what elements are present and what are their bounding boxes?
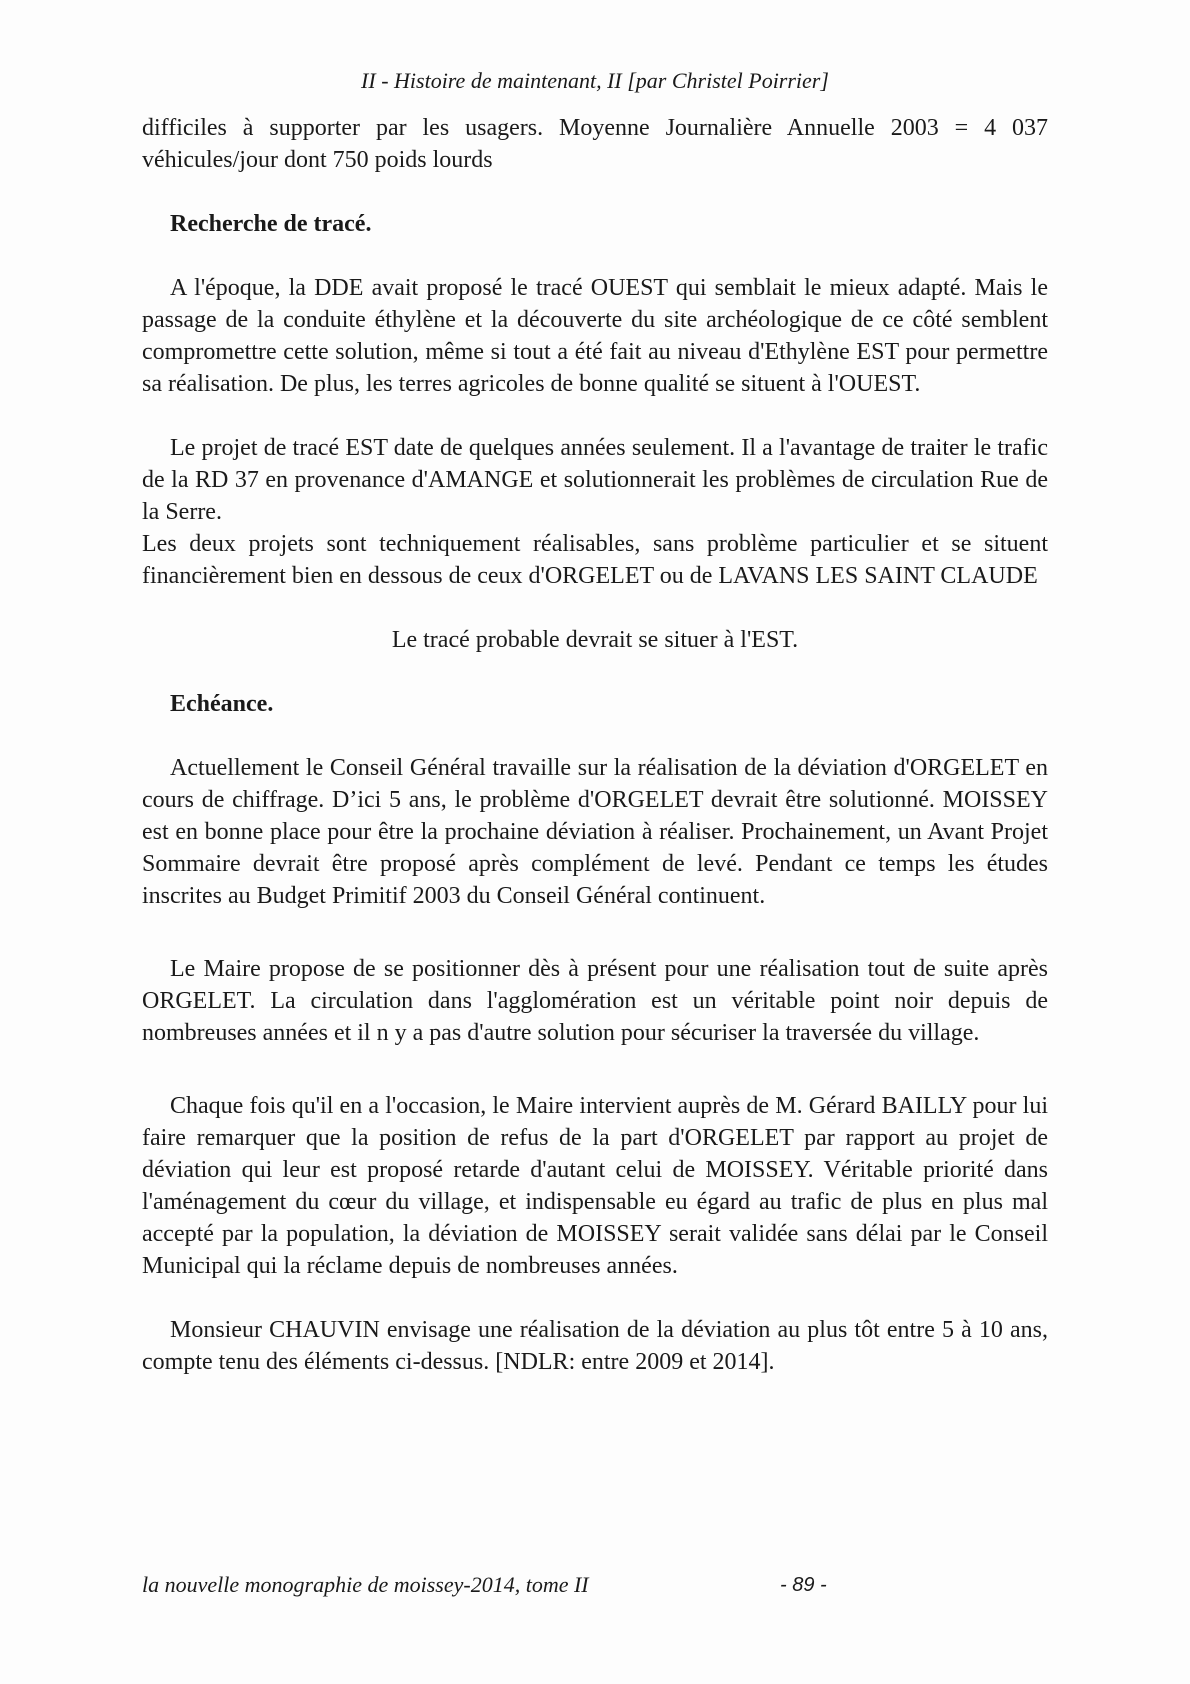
heading-recherche-de-trace: Recherche de tracé. xyxy=(170,211,372,237)
paragraph-trace-est: Le projet de tracé EST date de quelques années seulement. Il a l'avantage de traiter le trafic de la RD 37 en provenance d'AMANGE et solutionnerait les problèmes de circulation Rue de la Serre. xyxy=(142,435,1048,525)
paragraph-deux-projets: Les deux projets sont techniquement réalisables, sans problème particulier et se situent financièrement bien en dessous de ceux d'ORGELET ou de LAVANS LES SAINT CLAUDE xyxy=(142,531,1048,589)
paragraph-trace-ouest: A l'époque, la DDE avait proposé le tracé OUEST qui semblait le mieux adapté. Mais le passage de la conduite éthylène et la découverte du site archéologique de ce côté semblent compromettre cette solution, même si tout a été fait au niveau d'Ethylène EST pour permettre sa réalisation. De plus, les terres agricoles de bonne qualité se situent à l'OUEST. xyxy=(142,275,1048,397)
paragraph-conseil-general: Actuellement le Conseil Général travaille sur la réalisation de la déviation d'ORGELET en cours de chiffrage. D’ici 5 ans, le problème d'ORGELET devrait être solutionné. MOISSEY est en bonne place pour être la prochaine déviation à réaliser. Prochainement, un Avant Projet Sommaire devrait être proposé après complément de levé. Pendant ce temps les études inscrites au Budget Primitif 2003 du Conseil Général continuent. xyxy=(142,755,1048,909)
footer-book-title: la nouvelle monographie de moissey-2014, tome II xyxy=(142,1572,589,1597)
page-body xyxy=(142,112,1048,1378)
running-header: II - Histoire de maintenant, II [par Christel Poirrier] xyxy=(361,68,829,93)
page-number: - 89 - xyxy=(780,1574,827,1596)
paragraph-trace-probable: Le tracé probable devrait se situer à l'EST. xyxy=(391,627,799,653)
paragraph-maire-propose: Le Maire propose de se positionner dès à présent pour une réalisation tout de suite après ORGELET. La circulation dans l'agglomération est un véritable point noir depuis de nombreuses années et il n y a pas d'autre solution pour sécuriser la traversée du village. xyxy=(142,956,1048,1046)
paragraph-chauvin: Monsieur CHAUVIN envisage une réalisation de la déviation au plus tôt entre 5 à 10 ans, compte tenu des éléments ci-dessus. [NDLR: entre 2009 et 2014]. xyxy=(142,1317,1048,1375)
heading-echeance: Echéance. xyxy=(170,691,274,717)
paragraph-intro: difficiles à supporter par les usagers. Moyenne Journalière Annuelle 2003 = 4 037 véhicules/jour dont 750 poids lourds xyxy=(142,115,1048,173)
paragraph-chaque-fois: Chaque fois qu'il en a l'occasion, le Maire intervient auprès de M. Gérard BAILLY pour lui faire remarquer que la position de refus de la part d'ORGELET par rapport au projet de déviation qui leur est proposé retarde d'autant celui de MOISSEY. Véritable priorité dans l'aménagement du cœur du village, et indispensable eu égard au trafic de plus en plus mal accepté par la population, la déviation de MOISSEY serait validée sans délai par le Conseil Municipal qui la réclame depuis de nombreuses années. xyxy=(142,1093,1048,1279)
